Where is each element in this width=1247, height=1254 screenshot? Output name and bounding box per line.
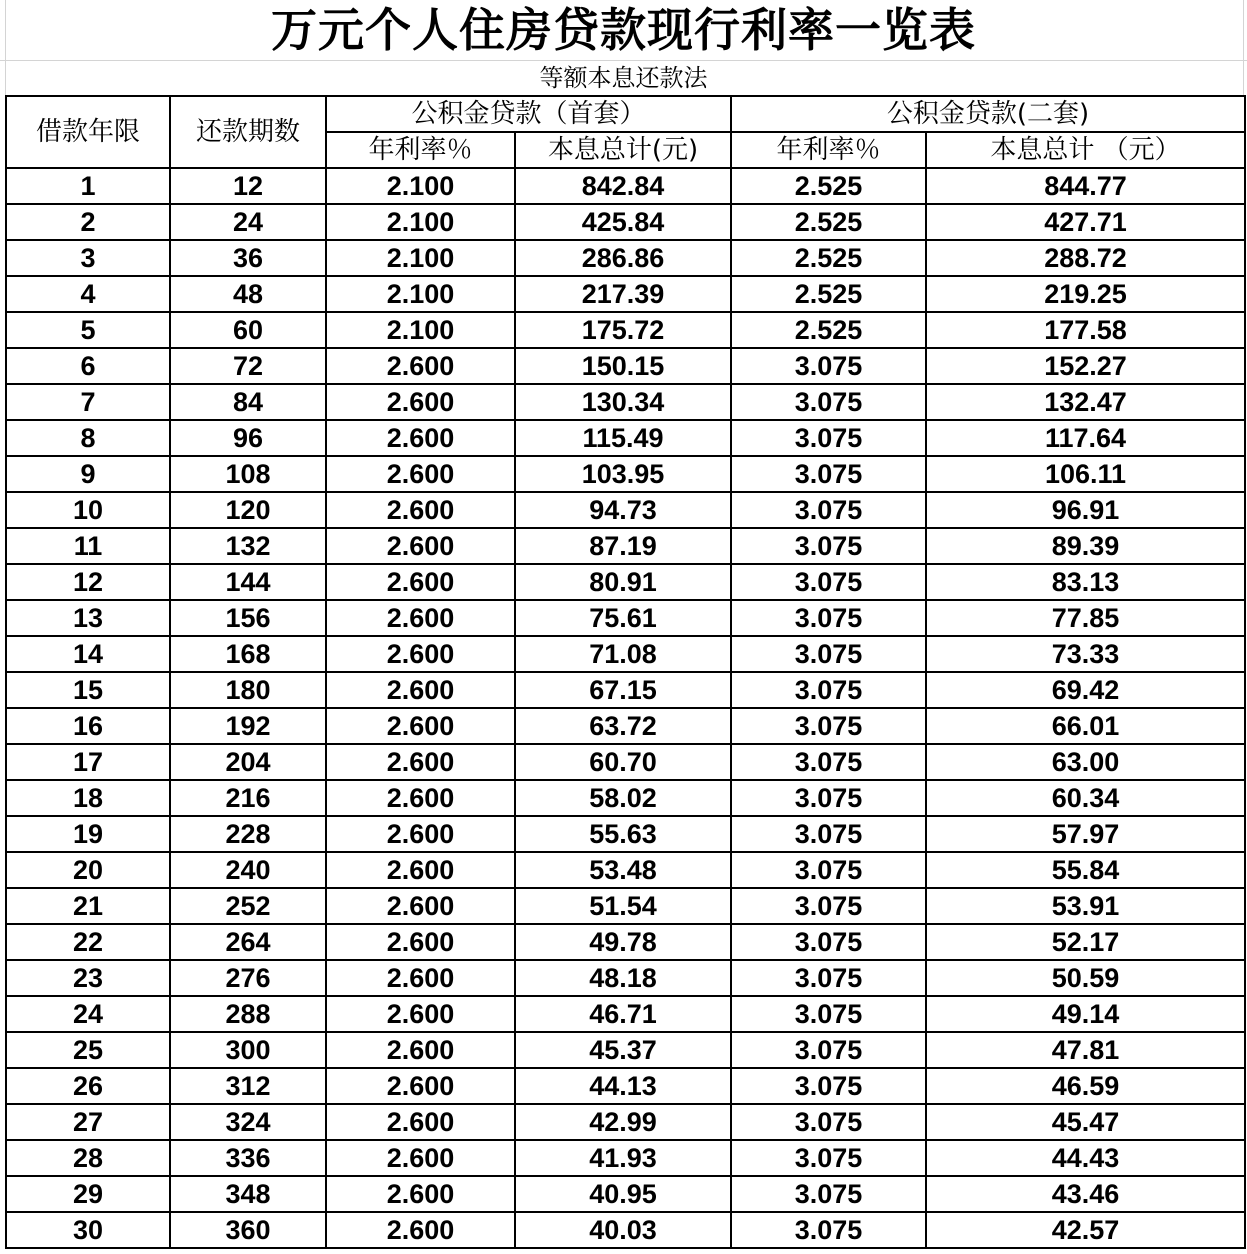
cell-first-rate: 2.600 [326,348,515,384]
cell-second-total: 106.11 [926,456,1245,492]
cell-periods: 144 [170,564,326,600]
cell-term-years: 13 [6,600,170,636]
cell-second-total: 44.43 [926,1140,1245,1176]
cell-second-total: 89.39 [926,528,1245,564]
cell-term-years: 22 [6,924,170,960]
cell-second-rate: 2.525 [731,240,926,276]
cell-second-rate: 3.075 [731,816,926,852]
cell-periods: 24 [170,204,326,240]
cell-term-years: 27 [6,1104,170,1140]
cell-second-total: 96.91 [926,492,1245,528]
cell-term-years: 3 [6,240,170,276]
cell-first-rate: 2.100 [326,276,515,312]
table-row [6,420,1245,456]
table-row [6,384,1245,420]
header-second-annual-rate: 年利率％ [731,132,926,168]
table-row [6,312,1245,348]
table-row [6,852,1245,888]
cell-term-years: 1 [6,168,170,204]
table-row [6,204,1245,240]
header-term-years: 借款年限 [6,96,170,168]
cell-term-years: 12 [6,564,170,600]
cell-first-rate: 2.600 [326,1032,515,1068]
cell-second-rate: 3.075 [731,600,926,636]
cell-second-rate: 3.075 [731,636,926,672]
cell-first-total: 51.54 [515,888,731,924]
cell-periods: 192 [170,708,326,744]
cell-first-rate: 2.600 [326,456,515,492]
cell-second-rate: 2.525 [731,168,926,204]
cell-second-total: 46.59 [926,1068,1245,1104]
cell-second-total: 63.00 [926,744,1245,780]
cell-second-total: 57.97 [926,816,1245,852]
cell-first-rate: 2.100 [326,240,515,276]
cell-second-total: 132.47 [926,384,1245,420]
cell-periods: 12 [170,168,326,204]
table-header [6,96,1245,168]
cell-second-total: 42.57 [926,1212,1245,1248]
cell-first-rate: 2.600 [326,384,515,420]
cell-term-years: 23 [6,960,170,996]
cell-term-years: 18 [6,780,170,816]
cell-first-rate: 2.600 [326,888,515,924]
cell-term-years: 21 [6,888,170,924]
cell-term-years: 6 [6,348,170,384]
cell-second-rate: 3.075 [731,528,926,564]
cell-first-rate: 2.600 [326,1140,515,1176]
cell-second-total: 50.59 [926,960,1245,996]
cell-periods: 156 [170,600,326,636]
cell-first-rate: 2.600 [326,780,515,816]
cell-first-rate: 2.600 [326,600,515,636]
cell-periods: 324 [170,1104,326,1140]
cell-first-total: 63.72 [515,708,731,744]
table-row [6,600,1245,636]
cell-periods: 288 [170,996,326,1032]
cell-periods: 72 [170,348,326,384]
table-row [6,960,1245,996]
cell-first-total: 40.95 [515,1176,731,1212]
table-row [6,996,1245,1032]
cell-second-total: 288.72 [926,240,1245,276]
cell-periods: 168 [170,636,326,672]
cell-term-years: 28 [6,1140,170,1176]
table-row [6,1140,1245,1176]
table-row [6,744,1245,780]
cell-first-rate: 2.600 [326,564,515,600]
cell-second-rate: 3.075 [731,1104,926,1140]
cell-periods: 276 [170,960,326,996]
cell-first-rate: 2.600 [326,528,515,564]
cell-second-rate: 3.075 [731,888,926,924]
cell-first-rate: 2.600 [326,960,515,996]
cell-second-rate: 3.075 [731,852,926,888]
cell-first-total: 60.70 [515,744,731,780]
table-row [6,924,1245,960]
cell-term-years: 17 [6,744,170,780]
cell-second-total: 152.27 [926,348,1245,384]
cell-first-total: 842.84 [515,168,731,204]
cell-second-total: 73.33 [926,636,1245,672]
cell-periods: 48 [170,276,326,312]
cell-term-years: 5 [6,312,170,348]
table-row [6,492,1245,528]
cell-first-total: 94.73 [515,492,731,528]
cell-periods: 336 [170,1140,326,1176]
cell-first-total: 40.03 [515,1212,731,1248]
cell-second-rate: 2.525 [731,204,926,240]
cell-second-total: 49.14 [926,996,1245,1032]
cell-second-rate: 2.525 [731,276,926,312]
table-row [6,456,1245,492]
cell-term-years: 11 [6,528,170,564]
cell-second-rate: 3.075 [731,384,926,420]
cell-first-total: 55.63 [515,816,731,852]
cell-periods: 348 [170,1176,326,1212]
cell-term-years: 4 [6,276,170,312]
cell-second-rate: 3.075 [731,1068,926,1104]
cell-periods: 240 [170,852,326,888]
cell-periods: 252 [170,888,326,924]
header-group-second-home: 公积金贷款(二套) [731,96,1245,132]
cell-second-total: 844.77 [926,168,1245,204]
cell-first-total: 41.93 [515,1140,731,1176]
cell-second-rate: 3.075 [731,1176,926,1212]
cell-first-rate: 2.600 [326,744,515,780]
cell-second-total: 66.01 [926,708,1245,744]
cell-second-rate: 3.075 [731,492,926,528]
header-first-annual-rate: 年利率％ [326,132,515,168]
table-row [6,888,1245,924]
table-row [6,528,1245,564]
loan-rate-table [5,95,1246,1249]
cell-term-years: 7 [6,384,170,420]
cell-periods: 96 [170,420,326,456]
header-first-total: 本息总计(元) [515,132,731,168]
cell-periods: 216 [170,780,326,816]
cell-term-years: 15 [6,672,170,708]
header-second-total: 本息总计 （元） [926,132,1245,168]
cell-first-total: 87.19 [515,528,731,564]
cell-term-years: 9 [6,456,170,492]
cell-term-years: 2 [6,204,170,240]
cell-first-total: 80.91 [515,564,731,600]
cell-first-total: 46.71 [515,996,731,1032]
cell-second-rate: 3.075 [731,924,926,960]
cell-first-rate: 2.600 [326,924,515,960]
cell-first-total: 175.72 [515,312,731,348]
cell-first-rate: 2.600 [326,1068,515,1104]
cell-first-rate: 2.600 [326,996,515,1032]
cell-second-total: 60.34 [926,780,1245,816]
cell-first-total: 286.86 [515,240,731,276]
table-row [6,636,1245,672]
cell-periods: 84 [170,384,326,420]
sheet-title: 万元个人住房贷款现行利率一览表 [271,3,976,57]
cell-term-years: 8 [6,420,170,456]
cell-second-total: 219.25 [926,276,1245,312]
table-row [6,708,1245,744]
cell-first-total: 130.34 [515,384,731,420]
cell-second-rate: 3.075 [731,1032,926,1068]
table-row [6,816,1245,852]
cell-first-rate: 2.600 [326,816,515,852]
cell-first-total: 103.95 [515,456,731,492]
cell-second-total: 53.91 [926,888,1245,924]
cell-first-total: 115.49 [515,420,731,456]
cell-term-years: 16 [6,708,170,744]
cell-second-total: 117.64 [926,420,1245,456]
cell-first-total: 58.02 [515,780,731,816]
cell-second-total: 427.71 [926,204,1245,240]
cell-first-rate: 2.100 [326,168,515,204]
cell-periods: 120 [170,492,326,528]
cell-first-rate: 2.600 [326,1176,515,1212]
cell-first-rate: 2.100 [326,312,515,348]
cell-first-total: 44.13 [515,1068,731,1104]
table-row [6,780,1245,816]
cell-first-total: 425.84 [515,204,731,240]
sheet-subtitle: 等额本息还款法 [539,64,708,92]
cell-periods: 180 [170,672,326,708]
cell-term-years: 26 [6,1068,170,1104]
cell-first-total: 48.18 [515,960,731,996]
cell-second-rate: 2.525 [731,312,926,348]
cell-first-rate: 2.600 [326,636,515,672]
cell-second-total: 177.58 [926,312,1245,348]
cell-first-rate: 2.600 [326,1212,515,1248]
cell-second-rate: 3.075 [731,348,926,384]
cell-first-total: 217.39 [515,276,731,312]
cell-second-rate: 3.075 [731,420,926,456]
cell-second-total: 77.85 [926,600,1245,636]
cell-first-total: 75.61 [515,600,731,636]
cell-first-total: 49.78 [515,924,731,960]
table-row [6,168,1245,204]
cell-second-total: 69.42 [926,672,1245,708]
cell-second-rate: 3.075 [731,456,926,492]
cell-term-years: 19 [6,816,170,852]
cell-periods: 60 [170,312,326,348]
cell-periods: 228 [170,816,326,852]
header-periods: 还款期数 [170,96,326,168]
cell-second-rate: 3.075 [731,1212,926,1248]
cell-second-total: 52.17 [926,924,1245,960]
cell-term-years: 14 [6,636,170,672]
table-row [6,1176,1245,1212]
table-body [6,168,1245,1248]
cell-term-years: 30 [6,1212,170,1248]
cell-term-years: 25 [6,1032,170,1068]
cell-second-rate: 3.075 [731,564,926,600]
table-row [6,564,1245,600]
table-row [6,1068,1245,1104]
cell-term-years: 29 [6,1176,170,1212]
cell-second-total: 55.84 [926,852,1245,888]
cell-first-rate: 2.600 [326,708,515,744]
cell-first-total: 53.48 [515,852,731,888]
table-row [6,1104,1245,1140]
cell-periods: 36 [170,240,326,276]
cell-second-rate: 3.075 [731,1140,926,1176]
cell-periods: 360 [170,1212,326,1248]
cell-second-rate: 3.075 [731,780,926,816]
cell-first-rate: 2.600 [326,492,515,528]
cell-periods: 312 [170,1068,326,1104]
cell-first-rate: 2.600 [326,1104,515,1140]
cell-second-rate: 3.075 [731,960,926,996]
table-row [6,240,1245,276]
cell-term-years: 20 [6,852,170,888]
header-row [6,96,1245,132]
cell-term-years: 24 [6,996,170,1032]
cell-first-rate: 2.100 [326,204,515,240]
cell-second-total: 47.81 [926,1032,1245,1068]
cell-first-rate: 2.600 [326,420,515,456]
cell-periods: 300 [170,1032,326,1068]
header-group-first-home: 公积金贷款（首套） [326,96,731,132]
cell-second-rate: 3.075 [731,672,926,708]
cell-periods: 132 [170,528,326,564]
cell-first-total: 67.15 [515,672,731,708]
table-row [6,672,1245,708]
cell-first-total: 150.15 [515,348,731,384]
cell-first-total: 45.37 [515,1032,731,1068]
cell-first-rate: 2.600 [326,672,515,708]
cell-second-rate: 3.075 [731,996,926,1032]
table-row [6,1212,1245,1248]
cell-second-rate: 3.075 [731,708,926,744]
cell-periods: 108 [170,456,326,492]
table-row [6,1032,1245,1068]
cell-periods: 204 [170,744,326,780]
cell-second-total: 83.13 [926,564,1245,600]
cell-term-years: 10 [6,492,170,528]
table-row [6,276,1245,312]
table-row [6,348,1245,384]
cell-second-rate: 3.075 [731,744,926,780]
cell-first-rate: 2.600 [326,852,515,888]
cell-first-total: 42.99 [515,1104,731,1140]
cell-second-total: 43.46 [926,1176,1245,1212]
cell-periods: 264 [170,924,326,960]
cell-first-total: 71.08 [515,636,731,672]
cell-second-total: 45.47 [926,1104,1245,1140]
